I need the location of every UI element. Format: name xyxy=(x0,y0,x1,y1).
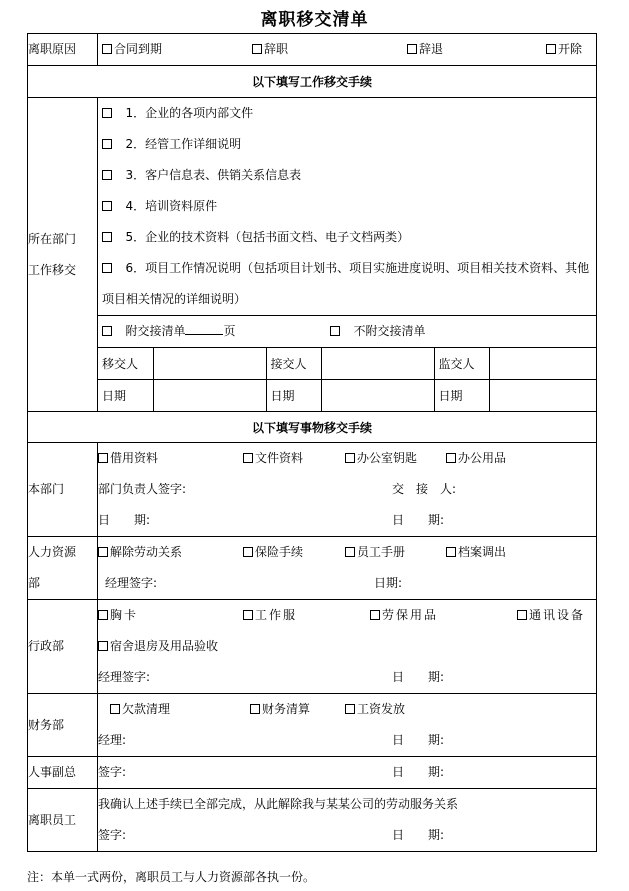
checkbox-icon[interactable] xyxy=(102,139,112,149)
dept-option[interactable]: 借用资料 xyxy=(98,443,158,474)
reason-options xyxy=(98,34,596,65)
checkbox-icon[interactable] xyxy=(446,547,456,557)
attach-yes-option[interactable]: 附交接清单 页 xyxy=(102,324,235,338)
dept-sign-label: 部门负责人签字: xyxy=(98,482,187,496)
hr-option[interactable]: 保险手续 xyxy=(243,537,303,568)
vp-date-label: 日 期: xyxy=(392,765,445,779)
reason-option-dismiss[interactable]: 辞退 xyxy=(407,34,443,65)
vp-label: 人事副总 xyxy=(28,757,98,789)
hr-label-line2: 部 xyxy=(28,576,41,590)
dept-option[interactable]: 办公室钥匙 xyxy=(345,443,417,474)
receiver-field[interactable] xyxy=(321,348,434,380)
employee-label: 离职员工 xyxy=(28,789,98,852)
reason-option-resign[interactable]: 辞职 xyxy=(252,34,288,65)
admin-option[interactable]: 通讯设备 xyxy=(517,600,585,631)
handover-field[interactable] xyxy=(153,348,266,380)
attach-row xyxy=(98,315,596,347)
checkbox-icon[interactable] xyxy=(243,610,253,620)
footnote: 注：本单一式两份，离职员工与人力资源部各执一份。 xyxy=(27,870,316,884)
work-label-line1: 所在部门 xyxy=(28,232,77,246)
work-item[interactable]: 4．培训资料原件 xyxy=(102,191,592,222)
receiver-label: 接交人 xyxy=(266,348,321,380)
attach-no-option[interactable]: 不附交接清单 xyxy=(330,316,425,347)
checkbox-icon[interactable] xyxy=(446,453,456,463)
checkbox-icon[interactable] xyxy=(252,44,262,54)
finance-sign-label: 经理: xyxy=(98,733,127,747)
admin-date-label: 日 期: xyxy=(392,670,445,684)
checkbox-icon[interactable] xyxy=(102,201,112,211)
reason-label: 离职原因 xyxy=(28,34,98,66)
checkbox-icon[interactable] xyxy=(98,610,108,620)
handover-date-field[interactable] xyxy=(153,380,266,412)
hr-option[interactable]: 解除劳动关系 xyxy=(98,537,182,568)
checkbox-icon[interactable] xyxy=(243,453,253,463)
supervisor-field[interactable] xyxy=(489,348,596,380)
hr-option[interactable]: 档案调出 xyxy=(446,537,506,568)
employee-sign-label: 签字: xyxy=(98,828,127,842)
dept-label: 本部门 xyxy=(28,443,98,537)
dept-date-left: 日 期: xyxy=(98,513,151,527)
employee-statement: 我确认上述手续已全部完成，从此解除我与某某公司的劳动服务关系 xyxy=(98,797,459,811)
dept-receiver-label: 交 接 人: xyxy=(392,482,457,496)
work-item[interactable]: 5．企业的技术资料（包括书面文档、电子文档两类） xyxy=(102,222,592,253)
admin-extra-option[interactable]: 宿舍退房及用品验收 xyxy=(98,631,596,662)
asset-section-header: 以下填写事物移交手续 xyxy=(28,412,597,443)
work-item-continuation: 项目相关情况的详细说明） xyxy=(102,292,247,306)
reason-option-contract-end[interactable]: 合同到期 xyxy=(102,34,162,65)
handover-signatures xyxy=(98,348,596,411)
finance-option[interactable]: 工资发放 xyxy=(345,694,405,725)
checkbox-icon[interactable] xyxy=(102,232,112,242)
handover-date-label: 日期 xyxy=(98,380,153,412)
hr-option[interactable]: 员工手册 xyxy=(345,537,405,568)
admin-label: 行政部 xyxy=(28,600,98,694)
checkbox-icon[interactable] xyxy=(370,610,380,620)
handover-label: 移交人 xyxy=(98,348,153,380)
dept-date-right: 日 期: xyxy=(392,513,445,527)
checkbox-icon[interactable] xyxy=(250,704,260,714)
checkbox-icon[interactable] xyxy=(110,704,120,714)
hr-sign-label: 经理签字: xyxy=(105,576,158,590)
checkbox-icon[interactable] xyxy=(98,547,108,557)
checkbox-icon[interactable] xyxy=(243,547,253,557)
finance-option[interactable]: 欠款清理 xyxy=(110,694,170,725)
checkbox-icon[interactable] xyxy=(98,453,108,463)
supervisor-label: 监交人 xyxy=(434,348,489,380)
checkbox-icon[interactable] xyxy=(345,453,355,463)
work-item[interactable]: 3．客户信息表、供销关系信息表 xyxy=(102,160,592,191)
dept-option[interactable]: 文件资料 xyxy=(243,443,303,474)
checkbox-icon[interactable] xyxy=(102,108,112,118)
checkbox-icon[interactable] xyxy=(345,704,355,714)
work-item[interactable]: 6．项目工作情况说明（包括项目计划书、项目实施进度说明、项目相关技术资料、其他 xyxy=(102,253,592,284)
finance-option[interactable]: 财务清算 xyxy=(250,694,310,725)
work-items xyxy=(98,98,596,315)
receiver-date-field[interactable] xyxy=(321,380,434,412)
finance-label: 财务部 xyxy=(28,694,98,757)
reason-option-expel[interactable]: 开除 xyxy=(546,34,582,65)
supervisor-date-field[interactable] xyxy=(489,380,596,412)
work-label-line2: 工作移交 xyxy=(28,263,77,277)
checkbox-icon[interactable] xyxy=(517,610,527,620)
checkbox-icon[interactable] xyxy=(345,547,355,557)
checkbox-icon[interactable] xyxy=(102,170,112,180)
work-item[interactable]: 1．企业的各项内部文件 xyxy=(102,98,592,129)
dept-option[interactable]: 办公用品 xyxy=(446,443,506,474)
admin-option[interactable]: 工作服 xyxy=(243,600,297,631)
checkbox-icon[interactable] xyxy=(102,263,112,273)
work-section-header: 以下填写工作移交手续 xyxy=(28,66,597,98)
receiver-date-label: 日期 xyxy=(266,380,321,412)
checkbox-icon[interactable] xyxy=(546,44,556,54)
hr-date-label: 日期: xyxy=(374,576,403,590)
checkbox-icon[interactable] xyxy=(330,326,340,336)
checkbox-icon[interactable] xyxy=(98,641,108,651)
vp-sign-label: 签字: xyxy=(98,765,127,779)
checkbox-icon[interactable] xyxy=(102,44,112,54)
page-count-blank[interactable] xyxy=(185,323,223,335)
finance-date-label: 日 期: xyxy=(392,733,445,747)
resignation-form xyxy=(27,33,597,852)
admin-option[interactable]: 胸卡 xyxy=(98,600,138,631)
hr-label-line1: 人力资源 xyxy=(28,545,77,559)
employee-date-label: 日 期: xyxy=(392,828,445,842)
admin-sign-label: 经理签字: xyxy=(98,670,151,684)
form-title: 离职移交清单 xyxy=(260,10,369,30)
work-item[interactable]: 2．经管工作详细说明 xyxy=(102,129,592,160)
admin-option[interactable]: 劳保用品 xyxy=(370,600,438,631)
checkbox-icon[interactable] xyxy=(102,326,112,336)
supervisor-date-label: 日期 xyxy=(434,380,489,412)
checkbox-icon[interactable] xyxy=(407,44,417,54)
